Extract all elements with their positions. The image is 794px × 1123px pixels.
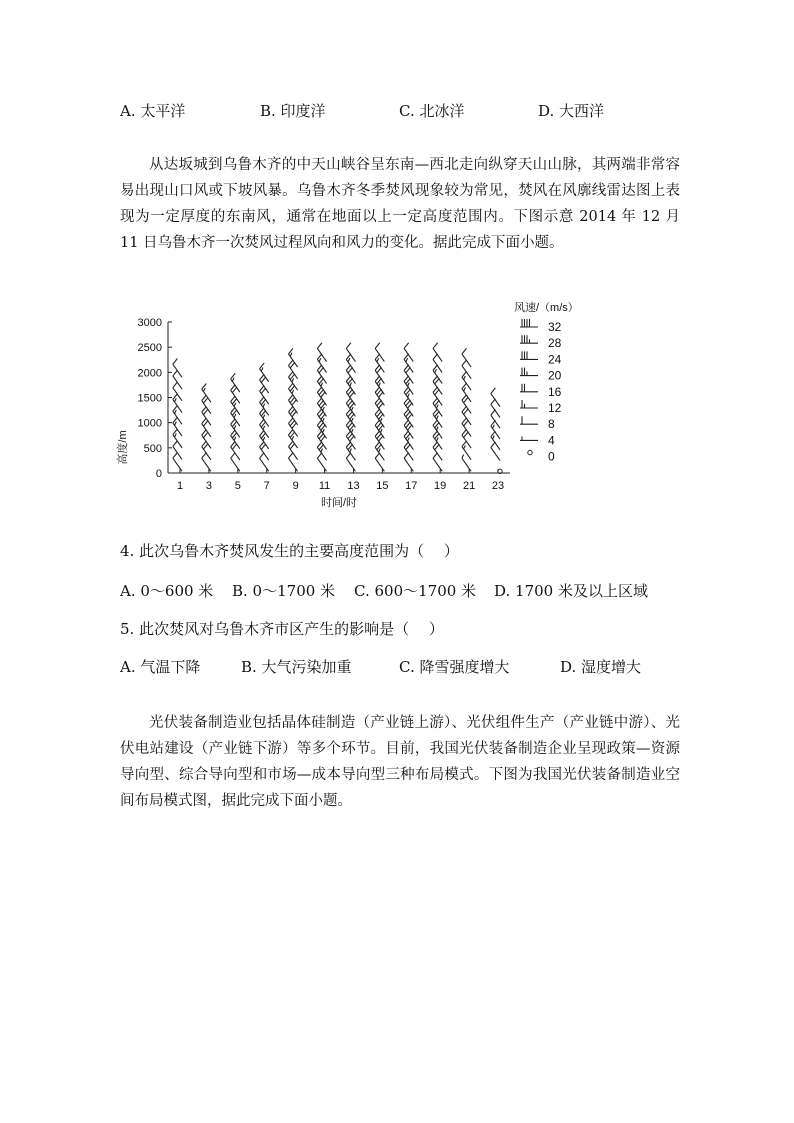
q5-option-a: A. 气温下降 xyxy=(120,658,201,676)
barb-feather xyxy=(462,348,467,354)
wind-barb xyxy=(346,343,355,362)
barb-staff xyxy=(433,359,442,372)
barb-feather xyxy=(323,418,325,422)
barb-staff xyxy=(173,388,182,401)
x-tick-label: 11 xyxy=(318,480,331,492)
legend-entry xyxy=(528,450,555,464)
y-tick-label: 3000 xyxy=(137,317,162,329)
wind-barb xyxy=(260,453,269,472)
barb-feather xyxy=(346,343,351,349)
barb-feather xyxy=(173,382,178,388)
barb-staff xyxy=(375,348,384,361)
q5-option-b: B. 大气污染加重 xyxy=(241,658,352,676)
barb-feather xyxy=(380,429,382,433)
barb-feather xyxy=(348,358,350,362)
barb-staff xyxy=(202,447,211,460)
passage-line: 光伏装备制造业包括晶体硅制造（产业链上游）、光伏组件生产（产业链中 xyxy=(149,715,629,731)
barb-feather xyxy=(436,416,438,420)
x-tick-label: 17 xyxy=(405,480,418,492)
wind-barb xyxy=(375,442,384,461)
wind-barb xyxy=(404,453,413,472)
wind-barb xyxy=(433,354,442,373)
wind-barb xyxy=(317,442,326,461)
barb-staff xyxy=(491,394,500,407)
x-tick-label: 3 xyxy=(205,480,212,492)
barb-feather xyxy=(231,373,236,379)
barb-feather xyxy=(350,383,352,387)
wind-barb xyxy=(317,453,326,472)
barb-feather xyxy=(408,394,410,398)
wind-barb xyxy=(375,343,384,362)
barb-feather xyxy=(350,449,352,453)
barb-staff xyxy=(317,403,326,416)
passage-line: 从达坂城到乌鲁木齐的中天山峡谷呈东南—西北走向纵穿天山山脉，其两端 xyxy=(149,157,636,173)
wind-barb xyxy=(433,453,442,472)
barb-staff xyxy=(317,425,326,438)
barb-staff xyxy=(375,436,384,449)
wind-barb xyxy=(404,442,413,461)
barb-feather xyxy=(377,358,379,362)
barb-staff xyxy=(317,436,326,449)
barb-feather xyxy=(436,438,438,442)
passage-line: 小题。 xyxy=(520,235,564,251)
barb-feather xyxy=(260,363,265,369)
x-tick-label: 1 xyxy=(176,480,184,492)
barb-staff xyxy=(404,348,413,361)
barb-feather xyxy=(464,388,466,392)
q5-option-c: C. 降雪强度增大 xyxy=(399,658,510,676)
barb-feather xyxy=(351,429,353,433)
barb-staff xyxy=(404,414,413,427)
barb-feather xyxy=(464,376,466,380)
barb-staff xyxy=(346,370,355,383)
y-axis-label: 高度/m xyxy=(117,430,129,465)
wind-barb xyxy=(375,453,384,472)
q4-option-d: D. 1700 米及以上区域 xyxy=(494,582,648,600)
wind-profile-chart xyxy=(110,295,590,520)
barb-feather xyxy=(408,383,410,387)
barb-feather xyxy=(491,388,496,394)
wind-barb xyxy=(346,453,355,472)
q3-option-a: A. 太平洋 xyxy=(120,102,186,120)
barb-feather xyxy=(173,359,178,365)
barb-feather xyxy=(232,378,234,382)
barb-staff xyxy=(375,414,384,427)
barb-staff xyxy=(173,458,182,471)
barb-feather xyxy=(263,426,265,430)
q3-option-d: D. 大西洋 xyxy=(538,102,605,120)
wind-barb xyxy=(462,441,471,460)
barb-staff xyxy=(317,370,326,383)
y-tick-label: 2000 xyxy=(137,367,162,380)
barb-staff xyxy=(462,354,471,367)
x-tick-label: 7 xyxy=(263,480,270,492)
barb-staff xyxy=(404,425,413,438)
barb-feather xyxy=(292,436,294,440)
passage-photovoltaic xyxy=(120,710,680,814)
wind-barb xyxy=(317,343,326,362)
legend-entry xyxy=(520,416,555,431)
legend-entry xyxy=(520,335,562,350)
q4-stem: 4. 此次乌鲁木齐焚风发生的主要高度范围为（ ） xyxy=(120,542,459,560)
barb-feather xyxy=(323,407,325,411)
barb-feather xyxy=(380,418,382,422)
passage-line: 游）、光伏电站建设（产业链下游）等多个环节。目前，我国光伏装备制造企业 xyxy=(120,715,680,757)
barb-feather xyxy=(321,383,323,387)
barb-feather xyxy=(234,414,236,418)
barb-feather xyxy=(433,343,438,349)
barb-staff xyxy=(173,376,182,389)
barb-staff xyxy=(491,404,500,417)
barb-feather xyxy=(493,425,495,429)
barb-feather xyxy=(175,422,177,426)
barb-staff xyxy=(317,414,326,427)
legend-entry xyxy=(520,384,562,399)
barb-staff xyxy=(346,414,355,427)
barb-feather xyxy=(436,405,438,409)
q5-stem: 5. 此次焚风对乌鲁木齐市区产生的影响是（ ） xyxy=(120,620,444,638)
barb-staff xyxy=(173,446,182,459)
barb-feather xyxy=(288,453,293,459)
q4-option-a: A. 0～600 米 xyxy=(120,582,214,600)
barb-staff xyxy=(346,458,355,471)
barb-feather xyxy=(462,360,467,366)
barb-staff xyxy=(346,348,355,361)
barb-feather xyxy=(203,388,205,392)
legend-label: 28 xyxy=(548,336,562,351)
q3-option-c: C. 北冰洋 xyxy=(399,102,465,120)
wind-barb xyxy=(433,442,442,461)
barb-staff xyxy=(346,392,355,405)
barb-feather xyxy=(379,449,381,453)
legend-entry xyxy=(520,433,555,447)
passage-line: 意 2014 年 12 月 11 日乌鲁木齐一次焚风过程风向和风力的变化。据此完成下面 xyxy=(120,209,681,251)
barb-staff xyxy=(317,348,326,361)
barb-feather xyxy=(290,353,292,357)
legend-title: 风速/（m/s） xyxy=(514,302,579,314)
barb-feather xyxy=(202,453,207,459)
barb-feather xyxy=(317,343,322,349)
barb-staff xyxy=(317,392,326,405)
y-tick-label: 1000 xyxy=(137,417,162,430)
x-axis-label: 时间/时 xyxy=(320,497,358,509)
barb-feather xyxy=(292,378,294,382)
barb-staff xyxy=(231,458,240,471)
barb-feather xyxy=(435,369,437,373)
wind-barb xyxy=(491,442,500,461)
legend-entry xyxy=(520,319,562,334)
barb-staff xyxy=(260,380,269,393)
x-tick-label: 15 xyxy=(376,480,389,492)
legend-entry xyxy=(520,351,562,366)
barb-feather xyxy=(404,343,409,349)
barb-staff xyxy=(231,447,240,460)
barb-feather xyxy=(263,404,265,408)
x-tick-label: 5 xyxy=(234,480,241,492)
q4-option-c: C. 600～1700 米 xyxy=(354,582,477,600)
barb-feather xyxy=(173,452,178,458)
y-tick-label: 500 xyxy=(143,442,162,455)
legend-entry xyxy=(520,368,562,383)
barb-staff xyxy=(375,403,384,416)
barb-feather xyxy=(319,358,321,362)
barb-feather xyxy=(175,398,177,402)
legend-label: 32 xyxy=(548,320,562,334)
barb-feather xyxy=(292,390,294,394)
barb-feather xyxy=(173,429,178,435)
barb-staff xyxy=(433,392,442,405)
barb-staff xyxy=(433,348,442,361)
barb-feather xyxy=(351,407,353,411)
barb-staff xyxy=(433,381,442,394)
wind-barb xyxy=(346,442,355,461)
x-tick-label: 23 xyxy=(491,480,505,492)
barb-staff xyxy=(491,415,500,428)
barb-feather xyxy=(321,449,323,453)
barb-staff xyxy=(433,458,442,471)
barb-feather xyxy=(173,417,178,423)
barb-feather xyxy=(462,383,467,389)
q3-option-b: B. 印度洋 xyxy=(260,102,326,120)
barb-staff xyxy=(260,447,269,460)
barb-feather xyxy=(173,370,178,376)
barb-feather xyxy=(234,403,236,407)
barb-feather xyxy=(462,441,467,447)
legend-label: 20 xyxy=(548,368,562,383)
barb-feather xyxy=(263,437,265,441)
barb-staff xyxy=(317,458,326,471)
barb-staff xyxy=(462,458,471,471)
y-tick-label: 1500 xyxy=(137,392,162,405)
legend-label: 4 xyxy=(548,433,555,448)
barb-feather xyxy=(234,437,236,441)
barb-staff xyxy=(375,370,384,383)
legend-label: 12 xyxy=(548,401,562,415)
wind-barb xyxy=(404,343,413,362)
barb-feather xyxy=(175,410,177,414)
barb-feather xyxy=(173,406,178,412)
wind-barb xyxy=(491,388,500,407)
barb-feather xyxy=(375,343,380,349)
barb-staff xyxy=(260,458,269,471)
barb-staff xyxy=(462,366,471,379)
barb-staff xyxy=(202,458,211,471)
barb-feather xyxy=(173,441,178,447)
passage-line: 线雷达图上表现为一定厚度的东南风，通常在地面以上一定高度范围内。下图示 xyxy=(120,183,680,225)
barb-staff xyxy=(404,403,413,416)
barb-staff xyxy=(346,403,355,416)
barb-staff xyxy=(404,370,413,383)
barb-staff xyxy=(346,425,355,438)
passage-line: 呈现政策—资源导向型、综合导向型和市场—成本导向型三种布局模式。下图为 xyxy=(120,741,681,783)
barb-feather xyxy=(408,438,410,442)
barb-staff xyxy=(260,391,269,404)
barb-feather xyxy=(462,455,464,459)
y-tick-label: 2500 xyxy=(137,342,162,355)
passage-foehn xyxy=(120,152,680,256)
legend-entry xyxy=(520,400,562,415)
barb-staff xyxy=(375,458,384,471)
legend-label: 0 xyxy=(548,449,555,464)
barb-feather xyxy=(462,371,467,377)
wind-barb xyxy=(231,453,240,472)
wind-barb xyxy=(433,343,442,362)
barb-feather xyxy=(493,436,495,440)
barb-feather xyxy=(263,415,265,419)
barb-feather xyxy=(234,425,236,429)
chart-barbs xyxy=(173,343,502,474)
x-tick-label: 21 xyxy=(462,480,476,492)
y-tick-label: 0 xyxy=(155,468,162,480)
barb-feather xyxy=(464,445,466,449)
barb-feather xyxy=(436,427,438,431)
legend-label: 8 xyxy=(548,417,555,432)
x-tick-label: 13 xyxy=(347,480,360,492)
barb-staff xyxy=(404,447,413,460)
legend-calm-symbol xyxy=(528,450,532,454)
barb-staff xyxy=(173,364,182,377)
barb-feather xyxy=(351,418,353,422)
barb-feather xyxy=(288,348,293,354)
barb-staff xyxy=(375,425,384,438)
barb-feather xyxy=(406,358,408,362)
barb-staff xyxy=(375,392,384,405)
chart-legend xyxy=(514,300,579,464)
wind-barb xyxy=(491,431,500,450)
legend-label: 24 xyxy=(548,352,562,367)
barb-staff xyxy=(404,458,413,471)
barb-feather xyxy=(175,433,177,437)
wind-barb xyxy=(491,420,500,439)
barb-staff xyxy=(288,458,297,471)
wind-barb xyxy=(202,453,211,472)
wind-barb xyxy=(491,409,500,428)
barb-staff xyxy=(346,436,355,449)
barb-staff xyxy=(231,390,240,403)
barb-feather xyxy=(173,394,178,400)
q4-option-b: B. 0～1700 米 xyxy=(232,582,336,600)
barb-feather xyxy=(323,429,325,433)
wind-barb xyxy=(173,452,182,471)
passage-line: 我国光伏装备制造业空间布局模式图，据此完成下面小题。 xyxy=(120,767,681,809)
legend-label: 16 xyxy=(548,384,562,399)
barb-staff xyxy=(433,447,442,460)
barb-staff xyxy=(491,447,500,460)
barb-feather xyxy=(202,383,207,389)
q5-option-d: D. 湿度增大 xyxy=(560,658,642,676)
barb-feather xyxy=(379,383,381,387)
barb-staff xyxy=(288,447,297,460)
barb-staff xyxy=(462,435,471,448)
wind-barb xyxy=(288,453,297,472)
x-tick-label: 19 xyxy=(434,480,447,492)
barb-feather xyxy=(261,368,263,372)
passage-line: 非常容易出现山口风或下坡风暴。乌鲁木齐冬季焚风现象较为常见，焚风在风廓 xyxy=(120,157,680,199)
x-tick-label: 9 xyxy=(292,480,299,492)
wind-barb xyxy=(491,399,500,418)
